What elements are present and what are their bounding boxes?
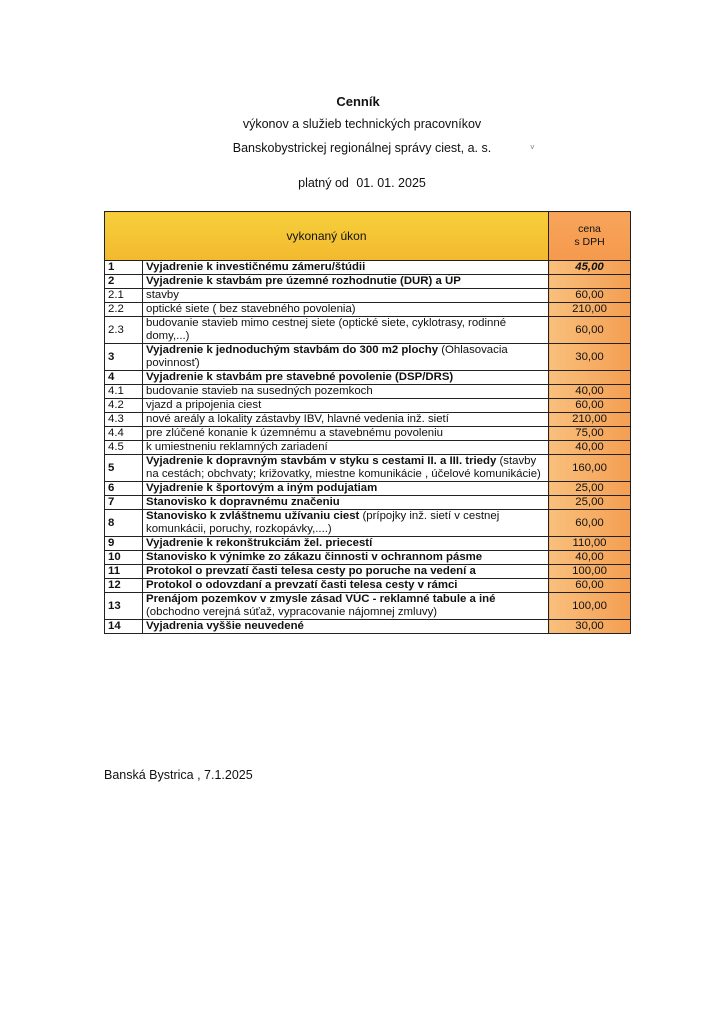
price-table-body: [105, 261, 631, 634]
row-description: [143, 344, 549, 371]
row-number: 8: [105, 510, 143, 537]
table-row: [105, 344, 631, 371]
row-main-text: Vyjadrenie k rekonštrukciám žel. priecestí: [146, 537, 373, 549]
row-description: [143, 275, 549, 289]
row-main-text: budovanie stavieb mimo cestnej siete (optické siete, cyklotrasy, rodinné domy,...): [146, 317, 507, 342]
table-row: [105, 275, 631, 289]
table-row: [105, 371, 631, 385]
row-main-text: Vyjadrenia vyššie neuvedené: [146, 620, 304, 632]
row-price: 75,00: [549, 427, 631, 441]
row-description: [143, 427, 549, 441]
row-number: 7: [105, 496, 143, 510]
row-number: 4.1: [105, 385, 143, 399]
row-description: [143, 441, 549, 455]
row-price: 60,00: [549, 399, 631, 413]
table-row: [105, 413, 631, 427]
scan-mark: ˅: [530, 143, 535, 152]
row-main-text: pre zlúčené konanie k územnému a stavebnému povoleniu: [146, 427, 443, 439]
row-description: [143, 385, 549, 399]
table-row: [105, 303, 631, 317]
table-row: [105, 399, 631, 413]
header-price-line2: s DPH: [574, 236, 605, 248]
row-price: 100,00: [549, 593, 631, 620]
table-row: [105, 551, 631, 565]
row-description: [143, 593, 549, 620]
row-price: 30,00: [549, 344, 631, 371]
row-price: 210,00: [549, 413, 631, 427]
row-main-text: optické siete ( bez stavebného povolenia): [146, 303, 356, 315]
row-extra-text: (Ohlasovacia povinnosť): [146, 344, 508, 369]
row-price: 40,00: [549, 385, 631, 399]
row-description: [143, 413, 549, 427]
row-number: 5: [105, 455, 143, 482]
row-price: 60,00: [549, 317, 631, 344]
table-row: [105, 317, 631, 344]
price-table-header: [105, 212, 631, 261]
row-description: [143, 317, 549, 344]
row-extra-text: (obchodno verejná súťaž, vypracovanie nájomnej zmluvy): [146, 606, 438, 618]
row-number: 2: [105, 275, 143, 289]
row-extra-text: (stavby na cestách; obchvaty; križovatky, miestne komunikácie , účelové komunikácie): [146, 455, 541, 480]
table-row: [105, 385, 631, 399]
row-extra-text: (prípojky inž. sietí v cestnej komunkácii, poruchy, rozkopávky,....): [146, 510, 500, 535]
row-price: 60,00: [549, 289, 631, 303]
document-footer: Banská Bystrica , 7.1.2025: [104, 768, 253, 782]
row-price: 30,00: [549, 620, 631, 634]
header-price-line1: cena: [578, 223, 601, 235]
document-subtitle-2: Banskobystrickej regionálnej správy ciest, a. s.: [232, 141, 492, 155]
row-main-text: Vyjadrenie k jednoduchým stavbám do 300 m2 plochy: [146, 344, 439, 356]
table-row: [105, 579, 631, 593]
table-row: [105, 427, 631, 441]
row-number: 4.3: [105, 413, 143, 427]
row-number: 9: [105, 537, 143, 551]
row-number: 3: [105, 344, 143, 371]
validity-label: platný od: [298, 176, 349, 190]
row-price: 40,00: [549, 551, 631, 565]
row-main-text: stavby: [146, 289, 179, 301]
table-row: [105, 261, 631, 275]
row-main-text: Protokol o prevzatí časti telesa cesty po poruche na vedení a: [146, 565, 476, 577]
row-number: 4.2: [105, 399, 143, 413]
row-number: 12: [105, 579, 143, 593]
table-row: [105, 593, 631, 620]
document-title: Cenník: [336, 94, 380, 109]
row-price: 60,00: [549, 510, 631, 537]
row-main-text: Stanovisko k dopravnému značeniu: [146, 496, 340, 508]
validity-line: [0, 176, 724, 190]
row-main-text: budovanie stavieb na susedných pozemkoch: [146, 385, 373, 397]
row-number: 2.3: [105, 317, 143, 344]
table-row: [105, 510, 631, 537]
row-description: [143, 289, 549, 303]
row-description: [143, 482, 549, 496]
table-row: [105, 482, 631, 496]
row-number: 4.4: [105, 427, 143, 441]
row-price: 100,00: [549, 565, 631, 579]
document-header: [0, 94, 724, 156]
row-number: 2.1: [105, 289, 143, 303]
document-subtitle-1: výkonov a služieb technických pracovníkov: [242, 117, 482, 131]
row-main-text: Vyjadrenie k stavbám pre stavebné povolenie (DSP/DRS): [146, 371, 454, 383]
row-description: [143, 551, 549, 565]
row-main-text: nové areály a lokality zástavby IBV, hlavné vedenia inž. sietí: [146, 413, 449, 425]
row-price: [549, 371, 631, 385]
row-description: [143, 455, 549, 482]
row-number: 10: [105, 551, 143, 565]
row-description: [143, 579, 549, 593]
row-main-text: Vyjadrenie k dopravným stavbám v styku s cestami II. a III. triedy: [146, 455, 497, 467]
table-row: [105, 455, 631, 482]
row-description: [143, 496, 549, 510]
row-number: 13: [105, 593, 143, 620]
row-number: 4.5: [105, 441, 143, 455]
row-main-text: Stanovisko k výnimke zo zákazu činnosti v ochrannom pásme: [146, 551, 483, 563]
row-main-text: Vyjadrenie k stavbám pre územné rozhodnutie (DUR) a ÚP: [146, 275, 461, 287]
row-main-text: vjazd a pripojenia ciest: [146, 399, 262, 411]
row-description: [143, 537, 549, 551]
table-row: [105, 289, 631, 303]
row-description: [143, 261, 549, 275]
row-main-text: Prenájom pozemkov v zmysle zásad VÚC - reklamné tabule a iné: [146, 593, 496, 605]
row-main-text: k umiestneniu reklamných zariadení: [146, 441, 328, 453]
row-description: [143, 371, 549, 385]
table-row: [105, 537, 631, 551]
header-description: vykonaný úkon: [105, 212, 549, 261]
row-price: 45,00: [549, 261, 631, 275]
row-main-text: Stanovisko k zvláštnemu užívaniu ciest: [146, 510, 360, 522]
row-number: 11: [105, 565, 143, 579]
row-description: [143, 303, 549, 317]
row-price: 160,00: [549, 455, 631, 482]
row-price: 210,00: [549, 303, 631, 317]
row-description: [143, 510, 549, 537]
table-row: [105, 620, 631, 634]
row-description: [143, 399, 549, 413]
row-number: 1: [105, 261, 143, 275]
row-main-text: Protokol o odovzdaní a prevzatí časti telesa cesty v rámci: [146, 579, 458, 591]
table-row: [105, 496, 631, 510]
table-row: [105, 441, 631, 455]
row-price: 25,00: [549, 496, 631, 510]
row-main-text: Vyjadrenie k investičnému zámeru/štúdii: [146, 261, 366, 273]
row-price: 60,00: [549, 579, 631, 593]
row-description: [143, 565, 549, 579]
row-description: [143, 620, 549, 634]
row-main-text: Vyjadrenie k športovým a iným podujatiam: [146, 482, 378, 494]
row-number: 6: [105, 482, 143, 496]
row-number: 4: [105, 371, 143, 385]
validity-date: 01. 01. 2025: [356, 176, 426, 190]
header-price: [549, 212, 631, 261]
row-number: 2.2: [105, 303, 143, 317]
row-number: 14: [105, 620, 143, 634]
row-price: 40,00: [549, 441, 631, 455]
price-table: [104, 211, 631, 634]
table-row: [105, 565, 631, 579]
row-price: 110,00: [549, 537, 631, 551]
row-price: [549, 275, 631, 289]
row-price: 25,00: [549, 482, 631, 496]
